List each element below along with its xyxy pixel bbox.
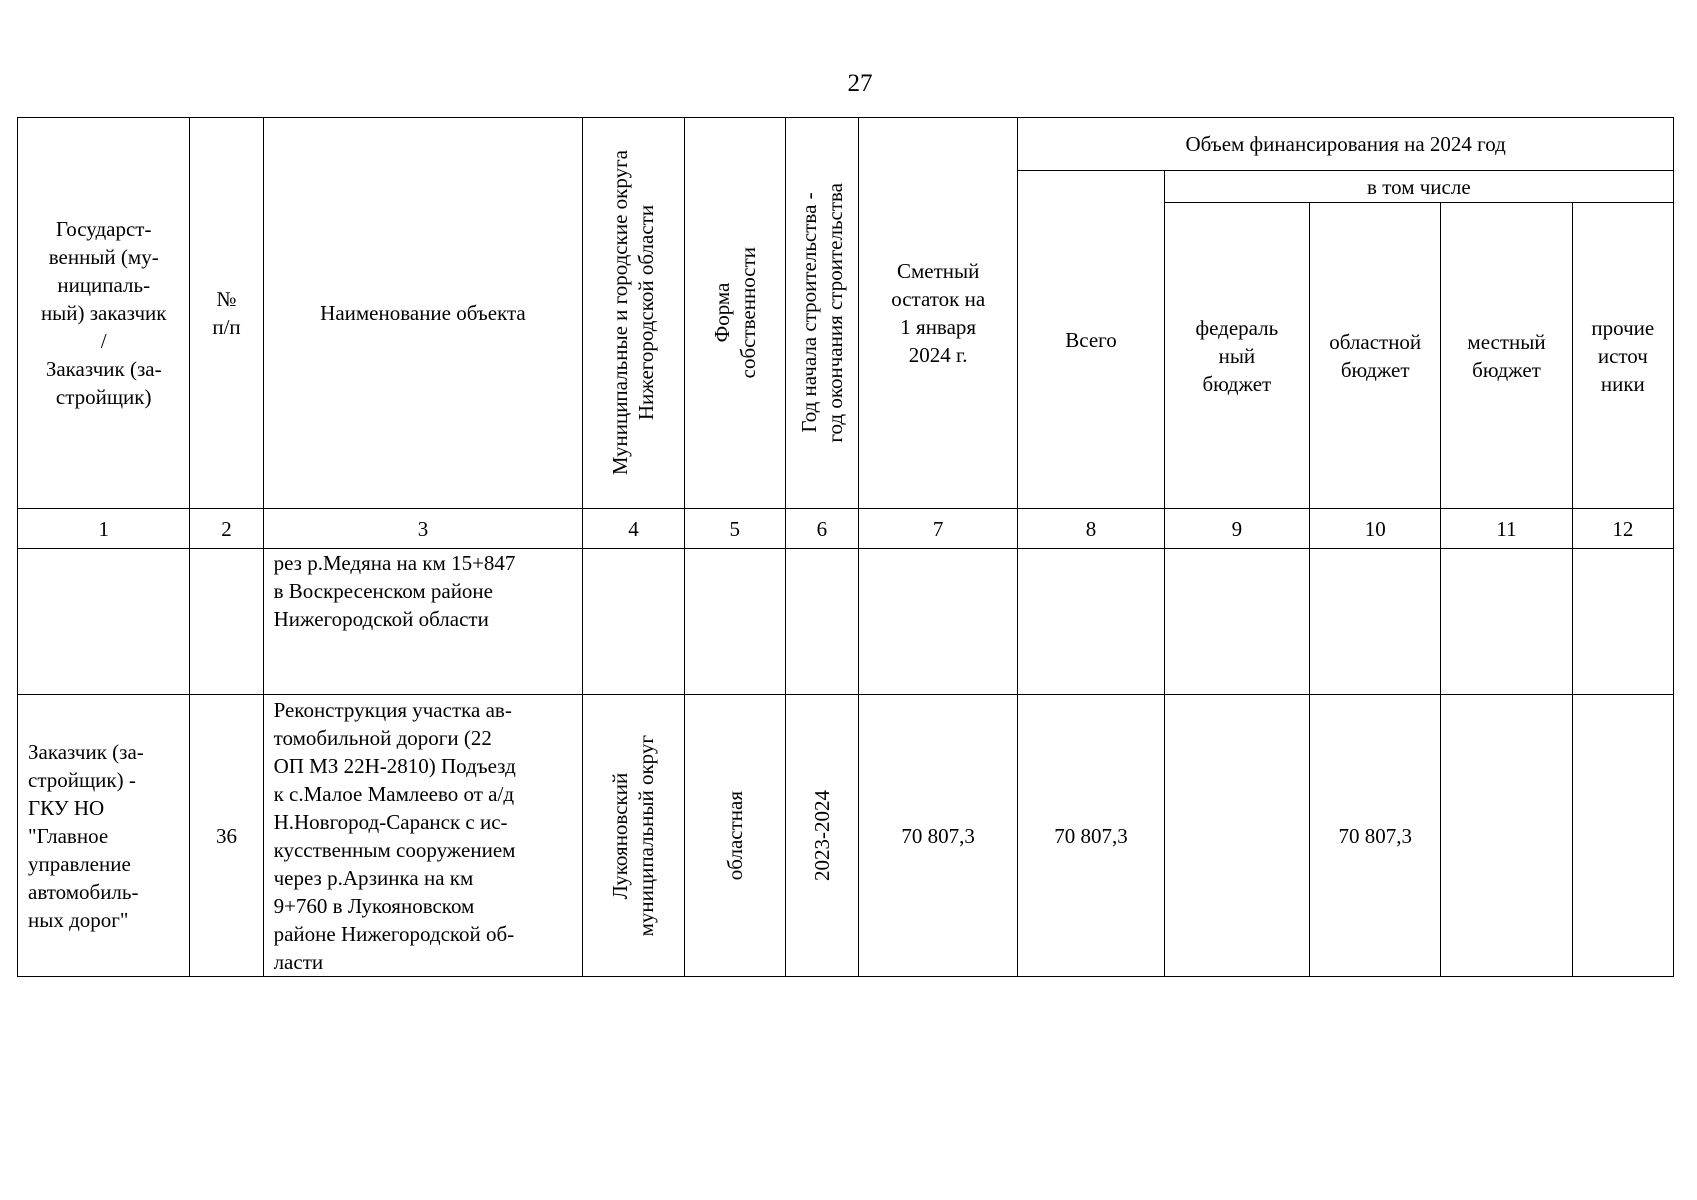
cell-federal <box>1164 695 1309 977</box>
table-row <box>18 549 1674 695</box>
column-numbers-row <box>18 509 1674 549</box>
header-other: прочие источ ники <box>1572 203 1673 509</box>
column-number: 11 <box>1441 509 1572 549</box>
cell-federal <box>1164 549 1309 695</box>
cell-customer <box>18 549 190 695</box>
cell-total <box>1018 549 1164 695</box>
column-number: 1 <box>18 509 190 549</box>
column-number: 4 <box>583 509 684 549</box>
cell-other <box>1572 695 1673 977</box>
header-federal: федераль ный бюджет <box>1164 203 1309 509</box>
cell-local <box>1441 549 1572 695</box>
cell-object-name: Реконструкция участка ав- томобильной дороги (22 ОП МЗ 22Н-2810) Подъезд к с.Малое Мамлеево от а/д Н.Новгород-Саранск с ис- кусственным сооружением через р.Арзинка на км 9+760 в Лукояновском районе Нижегородской об- ласти <box>263 695 583 977</box>
cell-years <box>785 549 858 695</box>
cell-number <box>190 549 263 695</box>
header-years: Год начала строительства - год окончания строительства <box>785 118 858 509</box>
header-local: местный бюджет <box>1441 203 1572 509</box>
header-including: в том числе <box>1164 171 1673 203</box>
header-ownership: Форма собственности <box>684 118 785 509</box>
header-number: № п/п <box>190 118 263 509</box>
column-number: 5 <box>684 509 785 549</box>
header-funding-title: Объем финансирования на 2024 год <box>1018 118 1674 171</box>
cell-estimated-balance <box>858 549 1017 695</box>
cell-years: 2023-2024 <box>785 695 858 977</box>
column-number: 2 <box>190 509 263 549</box>
cell-number: 36 <box>190 695 263 977</box>
cell-estimated-balance: 70 807,3 <box>858 695 1017 977</box>
cell-total: 70 807,3 <box>1018 695 1164 977</box>
cell-other <box>1572 549 1673 695</box>
column-number: 10 <box>1310 509 1441 549</box>
column-number: 12 <box>1572 509 1673 549</box>
column-number: 7 <box>858 509 1017 549</box>
table-row <box>18 695 1674 977</box>
cell-district <box>583 549 684 695</box>
cell-local <box>1441 695 1572 977</box>
financing-table <box>17 117 1674 977</box>
cell-ownership: областная <box>684 695 785 977</box>
cell-regional: 70 807,3 <box>1310 695 1441 977</box>
cell-customer: Заказчик (за- стройщик) - ГКУ НО "Главное управление автомобиль- ных дорог" <box>18 695 190 977</box>
page-number: 27 <box>847 70 873 97</box>
cell-ownership <box>684 549 785 695</box>
header-total: Всего <box>1018 171 1164 509</box>
column-number: 6 <box>785 509 858 549</box>
header-regional: областной бюджет <box>1310 203 1441 509</box>
cell-object-name: рез р.Медяна на км 15+847 в Воскресенском районе Нижегородской области <box>263 549 583 695</box>
column-number: 8 <box>1018 509 1164 549</box>
header-customer: Государст- венный (му- ниципаль- ный) заказчик / Заказчик (за- стройщик) <box>18 118 190 509</box>
column-number: 3 <box>263 509 583 549</box>
header-estimated-balance: Сметный остаток на 1 января 2024 г. <box>858 118 1017 509</box>
cell-district: Лукояновский муниципальный округ <box>583 695 684 977</box>
column-number: 9 <box>1164 509 1309 549</box>
header-district: Муниципальные и городские округа Нижегородской области <box>583 118 684 509</box>
header-object-name: Наименование объекта <box>263 118 583 509</box>
cell-regional <box>1310 549 1441 695</box>
